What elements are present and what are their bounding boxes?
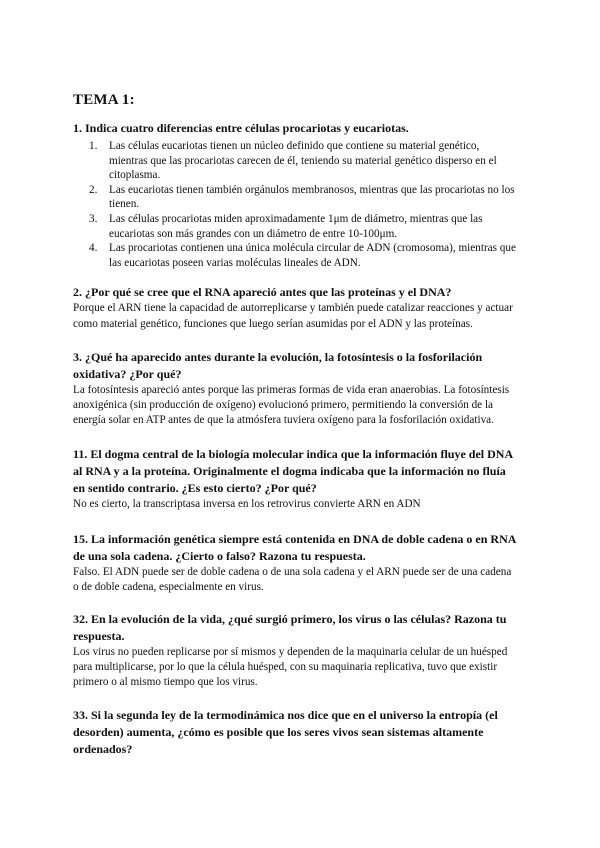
list-item-text: Las eucariotas tienen también orgánulos membranosos, mientras que las procariotas no los tienen. <box>109 183 515 211</box>
question-32-section <box>73 611 518 691</box>
answer-15: Falso. El ADN puede ser de doble cadena o de una sola cadena y el ARN puede ser de una cadena o de doble cadena, especialmente en virus. <box>73 565 512 593</box>
differences-list <box>73 139 518 270</box>
list-item-number: 3. <box>89 212 98 225</box>
list-item <box>73 183 518 212</box>
list-item-number: 4. <box>89 242 98 255</box>
question-15: 15. La información genética siempre está contenida en DNA de doble cadena o en RNA de una sola cadena. ¿Cierto o falso? Razona tu respuesta. <box>73 531 516 563</box>
answer-32: Los virus no pueden replicarse por sí mismos y dependen de la maquinaria celular de un huésped para multiplicarse, por lo que la célula huésped, con su maquinaria replicativa, tuvo que existir primero o al mismo tiempo que los virus. <box>73 645 508 689</box>
question-2-section <box>73 284 518 331</box>
question-33-section <box>73 707 518 758</box>
list-item-number: 2. <box>89 183 98 196</box>
list-item-text: Las células procariotas miden aproximadamente 1μm de diámetro, mientras que las eucariotas son más grandes con un diámetro de entre 10-100μm. <box>109 212 483 240</box>
question-32: 32. En la evolución de la vida, ¿qué surgió primero, los virus o las células? Razona tu respuesta. <box>73 611 507 643</box>
question-15-section <box>73 531 518 595</box>
question-1-section <box>73 120 518 270</box>
list-item <box>73 241 518 270</box>
list-item-number: 1. <box>89 140 98 152</box>
question-2: 2. ¿Por qué se cree que el RNA apareció antes que las proteínas y el DNA? <box>73 285 452 300</box>
list-item <box>73 139 518 183</box>
question-11-section <box>73 446 518 512</box>
list-item-text: Las células eucariotas tienen un núcleo definido que contiene su material genético, mientras que las procariotas carecen de él, teniendo su material genético disperso en el citoplasma. <box>109 140 497 182</box>
question-3-section <box>73 349 518 429</box>
answer-2: Porque el ARN tiene la capacidad de autorreplicarse y también puede catalizar reacciones y actuar como material genético, funciones que luego serían asumidas por el ADN y las proteínas. <box>73 302 513 330</box>
question-3: 3. ¿Qué ha aparecido antes durante la evolución, la fotosíntesis o la fosforilación oxidativa? ¿Por qué? <box>73 349 483 381</box>
list-item-text: Las procariotas contienen una única molécula circular de ADN (cromosoma), mientras que las eucariotas poseen varias moléculas lineales de ADN. <box>109 242 516 269</box>
question-1: 1. Indica cuatro diferencias entre células procariotas y eucariotas. <box>73 121 409 135</box>
list-item <box>73 212 518 241</box>
answer-3: La fotosíntesis apareció antes porque las primeras formas de vida eran anaerobias. La fotosíntesis anoxigénica (sin producción de oxígeno) evolucionó primero, permitiendo la conversión de la energía solar en ATP antes de que la atmósfera tuviera oxígeno para la fosforilación oxidativa. <box>73 383 510 427</box>
answer-11: No es cierto, la transcriptasa inversa en los retrovirus convierte ARN en ADN <box>73 498 421 511</box>
question-33: 33. Si la segunda ley de la termodinámica nos dice que en el universo la entropía (el desorden) aumenta, ¿cómo es posible que los seres vivos sean sistemas altamente ordenados? <box>73 707 498 756</box>
document-title: TEMA 1: <box>73 92 135 108</box>
question-11: 11. El dogma central de la biología molecular indica que la información fluye del DNA al RNA y a la proteína. Originalmente el dogma indicaba que la información no fluía en sentido contrario. ¿Es esto cierto? ¿Por qué? <box>73 447 513 496</box>
